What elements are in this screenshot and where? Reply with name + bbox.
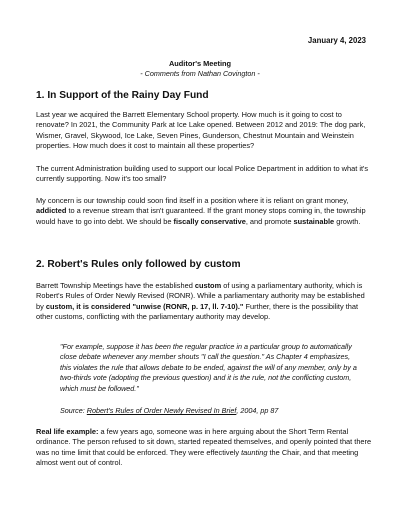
emphasis-real-life-example: Real life example: — [36, 427, 99, 436]
section-1-paragraph-1: Last year we acquired the Barrett Elementary School property. How much is it going to cost to renovate? In 2021, the Community Park at Ice Lake opened. Between 2012 and 2019: The dog park, Wismer, Gravel, Skywood, Ice Lake, Seven Pines, Gunderson, Chestnut Mountain and Weinstein properties. How much does it cost to maintain all these properties? — [36, 110, 366, 151]
document-title: Auditor's Meeting — [168, 59, 232, 68]
document-date: January 4, 2023 — [307, 36, 366, 45]
document-subtitle: - Comments from Nathan Covington - — [140, 69, 260, 78]
text-run: the Chair, and that meeting almost went out of control. — [36, 447, 359, 468]
text-run: of using a parliamentary authority, which is Robert's Rules of Order Newly Revised (RONR). While a parliamentary authority may be established by — [36, 281, 365, 311]
text-run: a few years ago, someone was in here arguing about the Short Term Rental ordinance. The person refused to sit down, started repeated themselves, and openly pointed that there was no time limit that could be enforced. They were effectively — [36, 427, 372, 457]
emphasis-addicted: addicted — [36, 206, 67, 216]
text-run: Source: — [60, 406, 87, 415]
section-1-paragraph-3 — [36, 196, 372, 227]
quote-source — [60, 406, 360, 415]
emphasis-unwise: custom, it is considered "unwise (RONR, p. 17, ll. 7-10)." — [45, 301, 244, 311]
section-1-paragraph-2: The current Administration building used to support our local Police Department in addition to what it's currently supporting. Now it's too small? — [36, 164, 369, 184]
emphasis-fiscally-conservative: fiscally conservative — [173, 216, 246, 226]
emphasis-custom: custom — [194, 281, 222, 290]
section-2-heading: 2. Robert's Rules only followed by custom — [36, 259, 241, 270]
text-run: growth. — [334, 216, 361, 226]
emphasis-taunting: taunting — [241, 447, 268, 457]
text-run: My concern is our township could soon find itself in a position where it is reliant on grant money, — [36, 196, 349, 205]
text-run: Barrett Township Meetings have the established — [36, 281, 195, 290]
emphasis-sustainable: sustainable — [293, 216, 335, 226]
text-run: , 2004, pp 87 — [236, 406, 279, 415]
section-2-paragraph-2 — [36, 427, 372, 469]
section-2-paragraph-1 — [36, 281, 372, 323]
text-run: to a revenue stream that isn't guaranteed. If the grant money stops coming in, the township would have to go into debt. We should be — [36, 206, 366, 226]
block-quote: "For example, suppose it has been the regular practice in a particular group to automatically close debate whenever any member shouts "I call the question." As Chapter 4 emphasizes, this violates the rule that allows debate to be ended, against the will of any member, only by a two-thirds vote (adopting the previous question) and it is the rule, not the conflicting custom, which must be followed." — [60, 342, 357, 393]
section-1-heading: 1. In Support of the Rainy Day Fund — [36, 90, 209, 101]
source-title: Robert's Rules of Order Newly Revised In Brief — [86, 406, 237, 415]
text-run: , and promote — [245, 216, 294, 226]
text-run: Further, there is the possibility that other customs, conflicting with the parliamentary authority may develop. — [36, 301, 359, 322]
